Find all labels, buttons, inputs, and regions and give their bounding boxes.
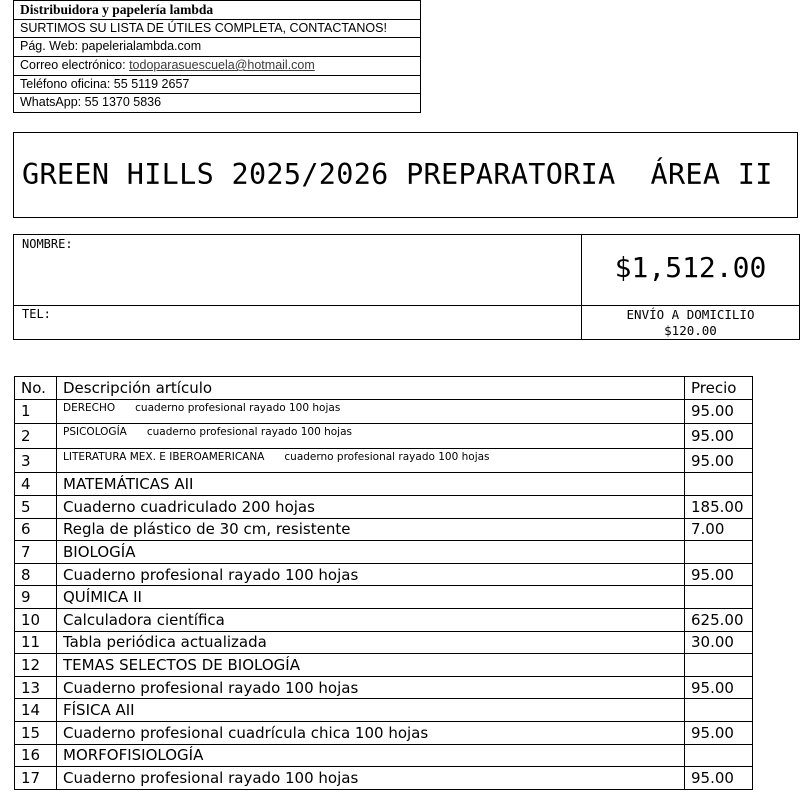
row-number: 15 <box>15 721 57 744</box>
table-row <box>15 699 753 722</box>
items-table <box>14 376 753 790</box>
header-price: Precio <box>685 377 753 400</box>
table-header-row <box>15 377 753 400</box>
row-description <box>57 424 685 449</box>
name-label: NOMBRE: <box>22 237 73 251</box>
table-row <box>15 721 753 744</box>
row-description: MORFOFISIOLOGÍA <box>57 744 685 767</box>
table-row <box>15 767 753 790</box>
row-description: QUÍMICA II <box>57 586 685 609</box>
row-item-text: cuaderno profesional rayado 100 hojas <box>146 426 352 439</box>
row-number: 7 <box>15 541 57 564</box>
row-price: 95.00 <box>685 424 753 449</box>
header-description: Descripción artículo <box>57 377 685 400</box>
table-row <box>15 608 753 631</box>
table-row <box>15 563 753 586</box>
row-number: 17 <box>15 767 57 790</box>
company-phone: Teléfono oficina: 55 5119 2657 <box>14 76 420 95</box>
row-price: 95.00 <box>685 767 753 790</box>
row-price: 30.00 <box>685 631 753 654</box>
company-slogan: SURTIMOS SU LISTA DE ÚTILES COMPLETA, CONTACTANOS! <box>14 20 420 39</box>
row-number: 4 <box>15 473 57 496</box>
total-amount: $1,512.00 <box>614 251 767 284</box>
row-description: Cuaderno profesional rayado 100 hojas <box>57 676 685 699</box>
row-description: Cuaderno profesional rayado 100 hojas <box>57 767 685 790</box>
row-price <box>685 654 753 677</box>
customer-info-box <box>13 234 800 340</box>
row-subject: PSICOLOGÍA <box>63 426 127 439</box>
row-description <box>57 448 685 473</box>
row-price: 95.00 <box>685 399 753 424</box>
row-description: Regla de plástico de 30 cm, resistente <box>57 518 685 541</box>
table-row <box>15 495 753 518</box>
table-row <box>15 541 753 564</box>
row-price <box>685 699 753 722</box>
row-description: Calculadora científica <box>57 608 685 631</box>
row-price <box>685 586 753 609</box>
email-label: Correo electrónico: <box>20 58 130 73</box>
info-divider-horizontal <box>14 305 799 306</box>
row-number: 6 <box>15 518 57 541</box>
row-number: 16 <box>15 744 57 767</box>
row-number: 2 <box>15 424 57 449</box>
table-row <box>15 518 753 541</box>
company-email-row <box>14 57 420 76</box>
row-number: 3 <box>15 448 57 473</box>
row-number: 14 <box>15 699 57 722</box>
row-number: 5 <box>15 495 57 518</box>
title-box <box>13 132 798 218</box>
row-number: 1 <box>15 399 57 424</box>
table-row <box>15 654 753 677</box>
row-price: 7.00 <box>685 518 753 541</box>
row-price: 185.00 <box>685 495 753 518</box>
row-description: BIOLOGÍA <box>57 541 685 564</box>
email-link[interactable]: todoparasuescuela@hotmail.com <box>129 58 315 73</box>
row-price: 95.00 <box>685 563 753 586</box>
row-description: Cuaderno profesional rayado 100 hojas <box>57 563 685 586</box>
table-row <box>15 586 753 609</box>
row-description <box>57 399 685 424</box>
row-price: 95.00 <box>685 676 753 699</box>
table-row <box>15 424 753 449</box>
row-price: 95.00 <box>685 721 753 744</box>
row-description: MATEMÁTICAS AII <box>57 473 685 496</box>
row-number: 12 <box>15 654 57 677</box>
row-price <box>685 744 753 767</box>
company-whatsapp: WhatsApp: 55 1370 5836 <box>14 94 420 113</box>
header-no: No. <box>15 377 57 400</box>
company-web: Pág. Web: papelerialambda.com <box>14 38 420 57</box>
row-number: 13 <box>15 676 57 699</box>
row-price <box>685 473 753 496</box>
row-description: TEMAS SELECTOS DE BIOLOGÍA <box>57 654 685 677</box>
row-item-text: cuaderno profesional rayado 100 hojas <box>284 450 490 463</box>
row-price: 95.00 <box>685 448 753 473</box>
table-row <box>15 399 753 424</box>
shipping-cost: $120.00 <box>664 323 717 338</box>
row-description: Tabla periódica actualizada <box>57 631 685 654</box>
tel-label: TEL: <box>22 307 51 321</box>
page-title: GREEN HILLS 2025/2026 PREPARATORIA ÁREA II <box>22 158 773 191</box>
row-number: 11 <box>15 631 57 654</box>
row-subject: DERECHO <box>63 401 116 414</box>
shipping-label: ENVÍO A DOMICILIO <box>626 307 755 322</box>
table-row <box>15 473 753 496</box>
row-description: Cuaderno cuadriculado 200 hojas <box>57 495 685 518</box>
row-price: 625.00 <box>685 608 753 631</box>
row-number: 8 <box>15 563 57 586</box>
company-name: Distribuidora y papelería lambda <box>14 1 420 20</box>
row-subject: LITERATURA MEX. E IBEROAMERICANA <box>63 450 265 463</box>
company-info-box <box>13 0 421 113</box>
table-row <box>15 631 753 654</box>
table-row <box>15 744 753 767</box>
table-row <box>15 676 753 699</box>
shipping-info <box>582 307 799 339</box>
row-number: 9 <box>15 586 57 609</box>
table-row <box>15 448 753 473</box>
row-number: 10 <box>15 608 57 631</box>
row-item-text: cuaderno profesional rayado 100 hojas <box>135 401 341 414</box>
row-description: Cuaderno profesional cuadrícula chica 100 hojas <box>57 721 685 744</box>
row-description: FÍSICA AII <box>57 699 685 722</box>
row-price <box>685 541 753 564</box>
